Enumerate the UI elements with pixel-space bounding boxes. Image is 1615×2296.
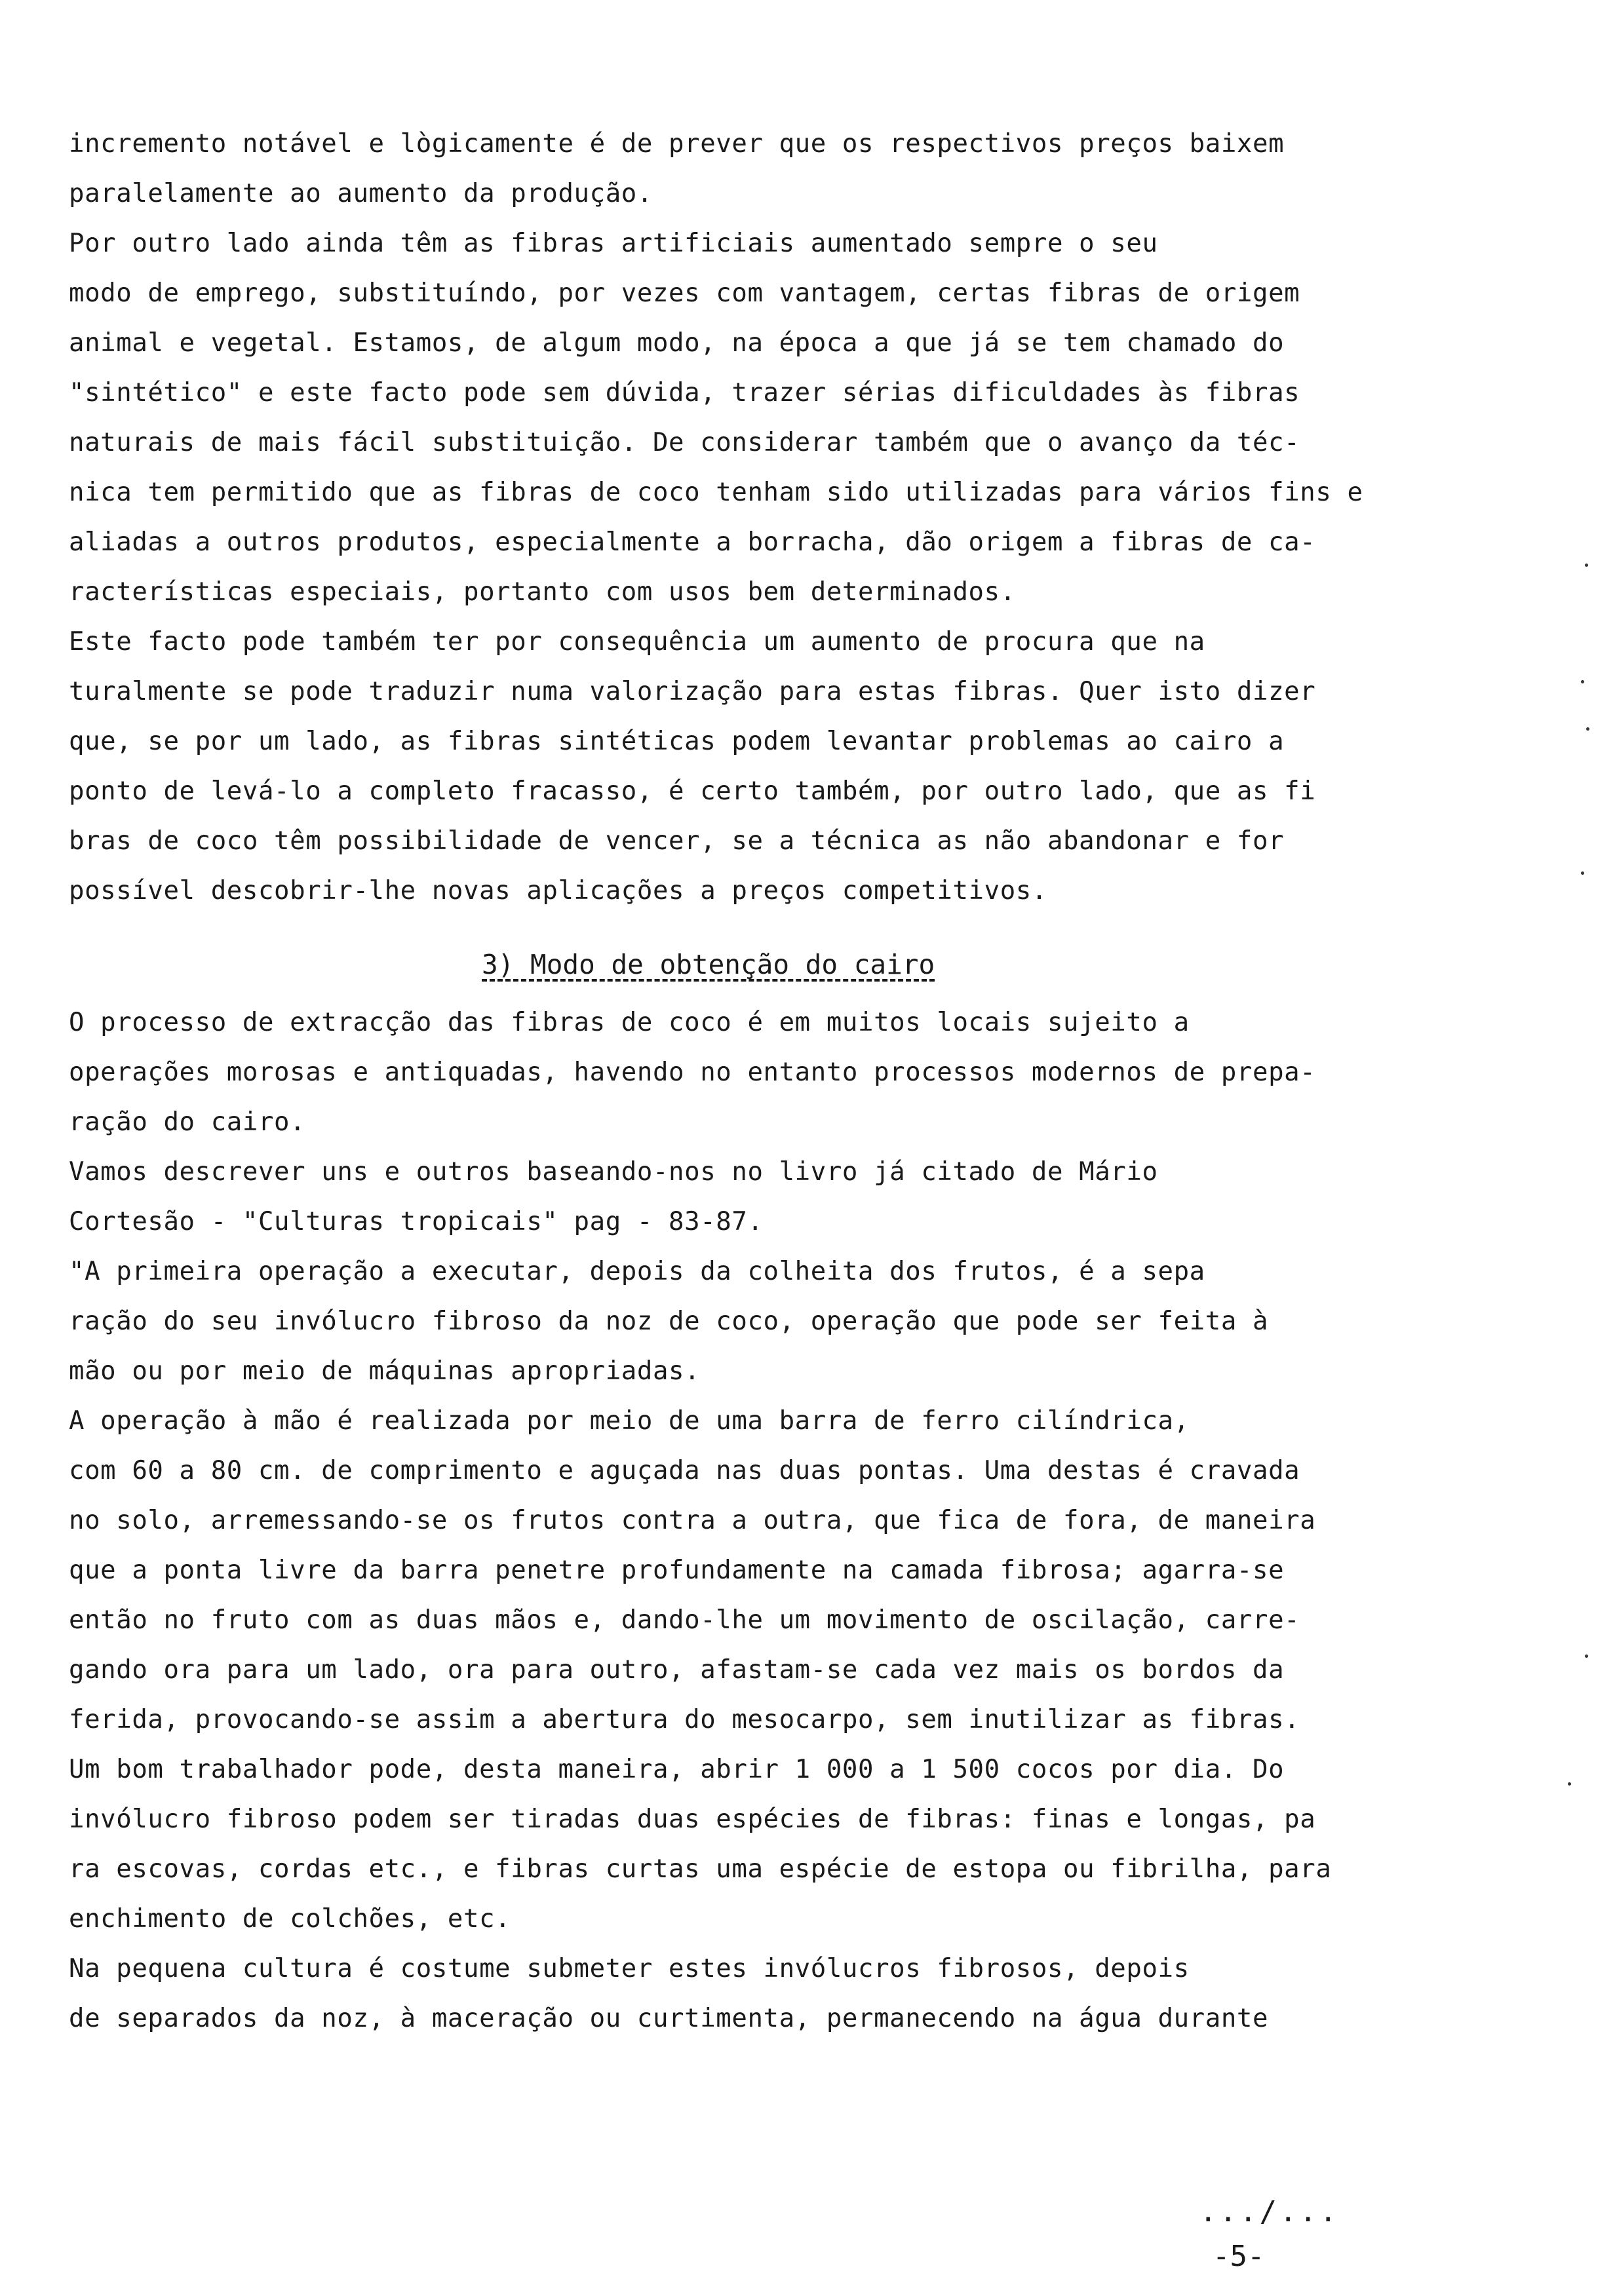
text-line: possível descobrir-lhe novas aplicações a preços competitivos.	[69, 876, 1047, 906]
text-line: paralelamente ao aumento da produção.	[69, 179, 653, 208]
text-line: Este facto pode também ter por consequência um aumento de procura que na	[69, 627, 1205, 657]
scan-speck	[1585, 1655, 1588, 1658]
text-line: mão ou por meio de máquinas apropriadas.	[69, 1356, 701, 1386]
text-line: naturais de mais fácil substituição. De considerar também que o avanço da téc-	[69, 428, 1300, 457]
text-line: invólucro fibroso podem ser tiradas duas espécies de fibras: finas e longas, pa	[69, 1805, 1316, 1834]
text-line: "sintético" e este facto pode sem dúvida, trazer sérias dificuldades às fibras	[69, 378, 1300, 408]
text-line: de separados da noz, à maceração ou curtimenta, permanecendo na água durante	[69, 2004, 1269, 2033]
text-line: Cortesão - "Culturas tropicais" pag - 83-87.	[69, 1207, 764, 1236]
text-line: operações morosas e antiquadas, havendo no entanto processos modernos de prepa-	[69, 1058, 1316, 1087]
continuation-mark: .../...	[1199, 2195, 1340, 2229]
text-line: bras de coco têm possibilidade de vencer, se a técnica as não abandonar e for	[69, 826, 1285, 856]
scan-speck	[1568, 1782, 1571, 1786]
text-line: O processo de extracção das fibras de coco é em muitos locais sujeito a	[69, 1008, 1190, 1037]
text-line: gando ora para um lado, ora para outro, afastam-se cada vez mais os bordos da	[69, 1655, 1285, 1685]
text-line: turalmente se pode traduzir numa valorização para estas fibras. Quer isto dizer	[69, 677, 1316, 706]
scan-speck	[1581, 871, 1584, 875]
text-line: modo de emprego, substituíndo, por vezes com vantagem, certas fibras de origem	[69, 278, 1300, 308]
scan-speck	[1581, 680, 1584, 683]
text-line: ponto de levá-lo a completo fracasso, é certo também, por outro lado, que as fi	[69, 776, 1316, 806]
text-line: Na pequena cultura é costume submeter estes invólucros fibrosos, depois	[69, 1954, 1190, 1983]
text-line: enchimento de colchões, etc.	[69, 1904, 511, 1934]
text-line: ra escovas, cordas etc., e fibras curtas uma espécie de estopa ou fibrilha, para	[69, 1854, 1332, 1884]
text-line: nica tem permitido que as fibras de coco tenham sido utilizadas para vários fins e	[69, 478, 1363, 507]
text-line: racterísticas especiais, portanto com usos bem determinados.	[69, 577, 1016, 607]
text-line: que a ponta livre da barra penetre profundamente na camada fibrosa; agarra-se	[69, 1556, 1285, 1585]
text-line: "A primeira operação a executar, depois da colheita dos frutos, é a sepa	[69, 1257, 1205, 1286]
text-line: que, se por um lado, as fibras sintéticas podem levantar problemas ao cairo a	[69, 727, 1285, 756]
scan-speck	[1585, 564, 1588, 567]
text-line: aliadas a outros produtos, especialmente a borracha, dão origem a fibras de ca-	[69, 527, 1316, 557]
text-line: Por outro lado ainda têm as fibras artificiais aumentado sempre o seu	[69, 229, 1158, 258]
text-line: incremento notável e lògicamente é de prever que os respectivos preços baixem	[69, 129, 1285, 159]
text-line: ferida, provocando-se assim a abertura do mesocarpo, sem inutilizar as fibras.	[69, 1705, 1300, 1734]
text-line: ração do cairo.	[69, 1107, 306, 1137]
text-line: ração do seu invólucro fibroso da noz de coco, operação que pode ser feita à	[69, 1307, 1269, 1336]
text-line: Um bom trabalhador pode, desta maneira, abrir 1 000 a 1 500 cocos por dia. Do	[69, 1755, 1285, 1784]
text-line: com 60 a 80 cm. de comprimento e aguçada nas duas pontas. Uma destas é cravada	[69, 1456, 1300, 1485]
page-number: -5-	[1213, 2240, 1265, 2273]
text-line: no solo, arremessando-se os frutos contra a outra, que fica de fora, de maneira	[69, 1506, 1316, 1535]
text-line: A operação à mão é realizada por meio de uma barra de ferro cilíndrica,	[69, 1406, 1190, 1436]
scan-speck	[1586, 727, 1589, 731]
text-line: Vamos descrever uns e outros baseando-nos no livro já citado de Mário	[69, 1157, 1158, 1187]
text-line: então no fruto com as duas mãos e, dando-lhe um movimento de oscilação, carre-	[69, 1605, 1300, 1635]
text-line: animal e vegetal. Estamos, de algum modo, na época a que já se tem chamado do	[69, 328, 1285, 358]
section-heading: 3) Modo de obtenção do cairo	[482, 949, 935, 980]
